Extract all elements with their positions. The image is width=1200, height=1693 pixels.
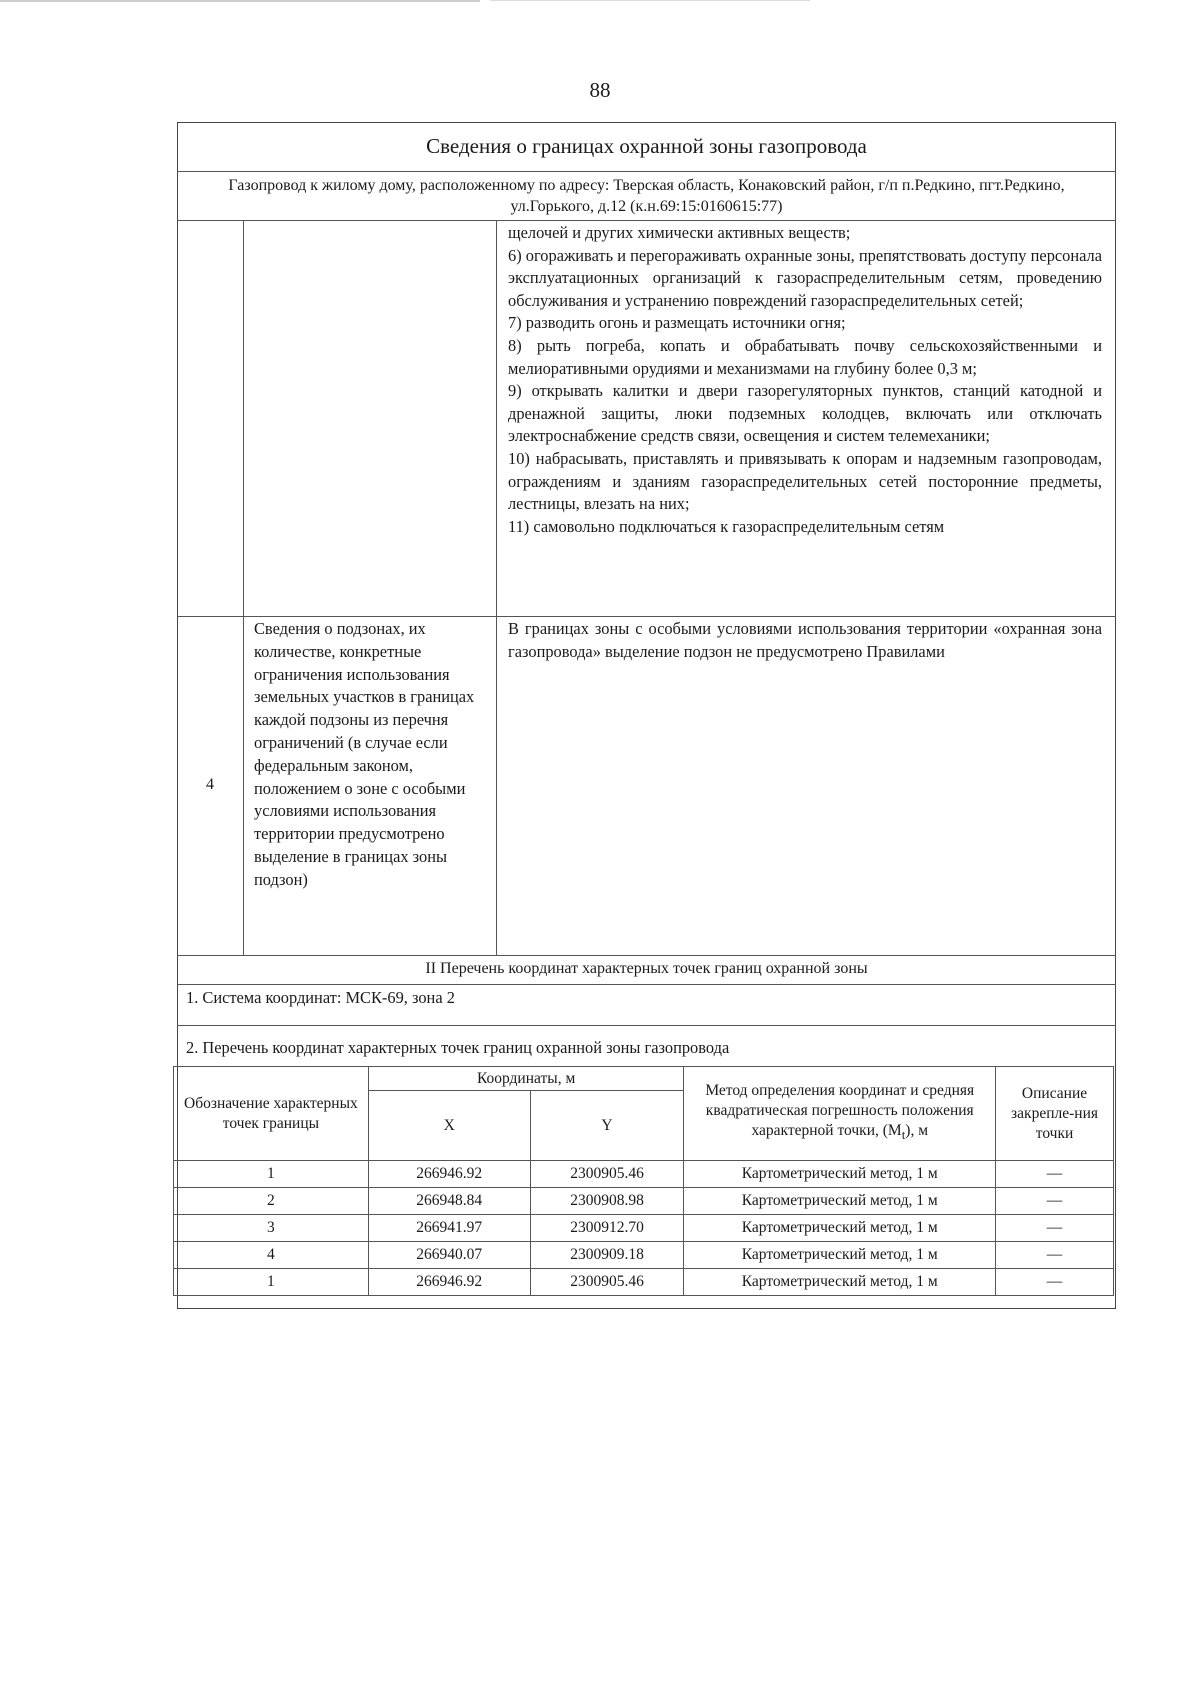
restrictions-list <box>508 222 1102 538</box>
table-row <box>174 1161 1114 1188</box>
table-rule <box>177 220 1116 221</box>
header-method <box>684 1067 996 1161</box>
table-rule <box>177 171 1116 172</box>
header-coordinates: Координаты, м <box>368 1067 684 1091</box>
restriction-item: 6) огораживать и перегораживать охранные зоны, препятствовать доступу персонала эксплуатационных организаций к газораспределительным сетям, проведению обслуживания и устранению повреждений газораспределительных сетей; <box>508 245 1102 310</box>
cell-fixing: — <box>996 1161 1114 1188</box>
restriction-item: 9) открывать калитки и двери газорегуляторных пунктов, станций катодной и дренажной защиты, люки подземных колодцев, включать или отключать электроснабжение средств связи, освещения и систем телемеханики; <box>508 381 1102 446</box>
restriction-item: 10) набрасывать, приставлять и привязывать к опорам и надземным газопроводам, ограждениям и зданиям газораспределительных сетей посторонние предметы, лестницы, влезать на них; <box>508 448 1102 514</box>
cell-x: 266940.07 <box>368 1242 530 1269</box>
cell-method: Картометрический метод, 1 м <box>684 1188 996 1215</box>
cell-fixing: — <box>996 1242 1114 1269</box>
coordinates-table <box>173 1066 1114 1296</box>
cell-x: 266941.97 <box>368 1215 530 1242</box>
section-title: II Перечень координат характерных точек границ охранной зоны <box>425 960 868 977</box>
table-row <box>174 1269 1114 1296</box>
page-number: 88 <box>589 78 611 102</box>
cell-method: Картометрический метод, 1 м <box>684 1242 996 1269</box>
coordinate-system: 1. Система координат: МСК-69, зона 2 <box>186 988 455 1007</box>
table-rule <box>496 220 497 955</box>
header-x: X <box>368 1091 530 1161</box>
subzones-label: Сведения о подзонах, их количестве, конкретные ограничения использования земельных участков в границах каждой подзоны из перечня ограничений (в случае если федеральным законом, положением о зоне с особыми условиями использования территории предусмотрено выделение в границах зоны подзон) <box>254 619 475 889</box>
cell-point: 3 <box>174 1215 369 1242</box>
cell-point: 1 <box>174 1161 369 1188</box>
header-point: Обозначение характерных точек границы <box>174 1067 369 1161</box>
header-method-unit: ), м <box>905 1122 929 1140</box>
cell-fixing: — <box>996 1269 1114 1296</box>
cell-y: 2300912.70 <box>530 1215 684 1242</box>
table-row <box>174 1188 1114 1215</box>
cell-fixing: — <box>996 1188 1114 1215</box>
cell-fixing: — <box>996 1215 1114 1242</box>
cell-method: Картометрический метод, 1 м <box>684 1269 996 1296</box>
table-row <box>174 1242 1114 1269</box>
cell-y: 2300905.46 <box>530 1161 684 1188</box>
restriction-item: 11) самовольно подключаться к газораспределительным сетям <box>508 516 945 536</box>
header-method-subscript: t <box>901 1127 906 1143</box>
scan-edge-artifact-2 <box>490 0 810 1</box>
scan-edge-artifact <box>0 0 480 2</box>
coordinate-list-title: 2. Перечень координат характерных точек границ охранной зоны газопровода <box>186 1038 730 1057</box>
table-rule <box>177 955 1116 956</box>
subzones-value: В границах зоны с особыми условиями использования территории «охранная зона газопровода» выделение подзон не предусмотрено Правилами <box>508 619 1102 661</box>
header-fixing: Описание закрепле-ния точки <box>996 1067 1114 1161</box>
cell-point: 2 <box>174 1188 369 1215</box>
cell-x: 266946.92 <box>368 1269 530 1296</box>
cell-method: Картометрический метод, 1 м <box>684 1215 996 1242</box>
document-title: Сведения о границах охранной зоны газопровода <box>426 134 867 158</box>
cell-point: 4 <box>174 1242 369 1269</box>
table-rule <box>177 984 1116 985</box>
table-rule <box>243 220 244 955</box>
restriction-item: 7) разводить огонь и размещать источники огня; <box>508 313 846 333</box>
table-rule <box>177 1025 1116 1026</box>
table-rule <box>177 616 1116 617</box>
header-y: Y <box>530 1091 684 1161</box>
header-method-text: Метод определения координат и средняя квадратическая погрешность положения характерной точки, (M <box>705 1082 975 1140</box>
cell-y: 2300908.98 <box>530 1188 684 1215</box>
table-row <box>174 1215 1114 1242</box>
cell-y: 2300909.18 <box>530 1242 684 1269</box>
cell-point: 1 <box>174 1269 369 1296</box>
cell-method: Картометрический метод, 1 м <box>684 1161 996 1188</box>
restriction-item: щелочей и других химически активных веществ; <box>508 223 851 242</box>
row-number: 4 <box>206 776 214 793</box>
cell-y: 2300905.46 <box>530 1269 684 1296</box>
cell-x: 266948.84 <box>368 1188 530 1215</box>
object-description: Газопровод к жилому дому, расположенному по адресу: Тверская область, Конаковский район, г/п п.Редкино, пгт.Редкино, ул.Горького, д.12 (к.н.69:15:0160615:77) <box>228 177 1065 215</box>
cell-x: 266946.92 <box>368 1161 530 1188</box>
restriction-item: 8) рыть погреба, копать и обрабатывать почву сельскохозяйственными и мелиоративными орудиями и механизмами на глубину более 0,3 м; <box>508 335 1102 378</box>
